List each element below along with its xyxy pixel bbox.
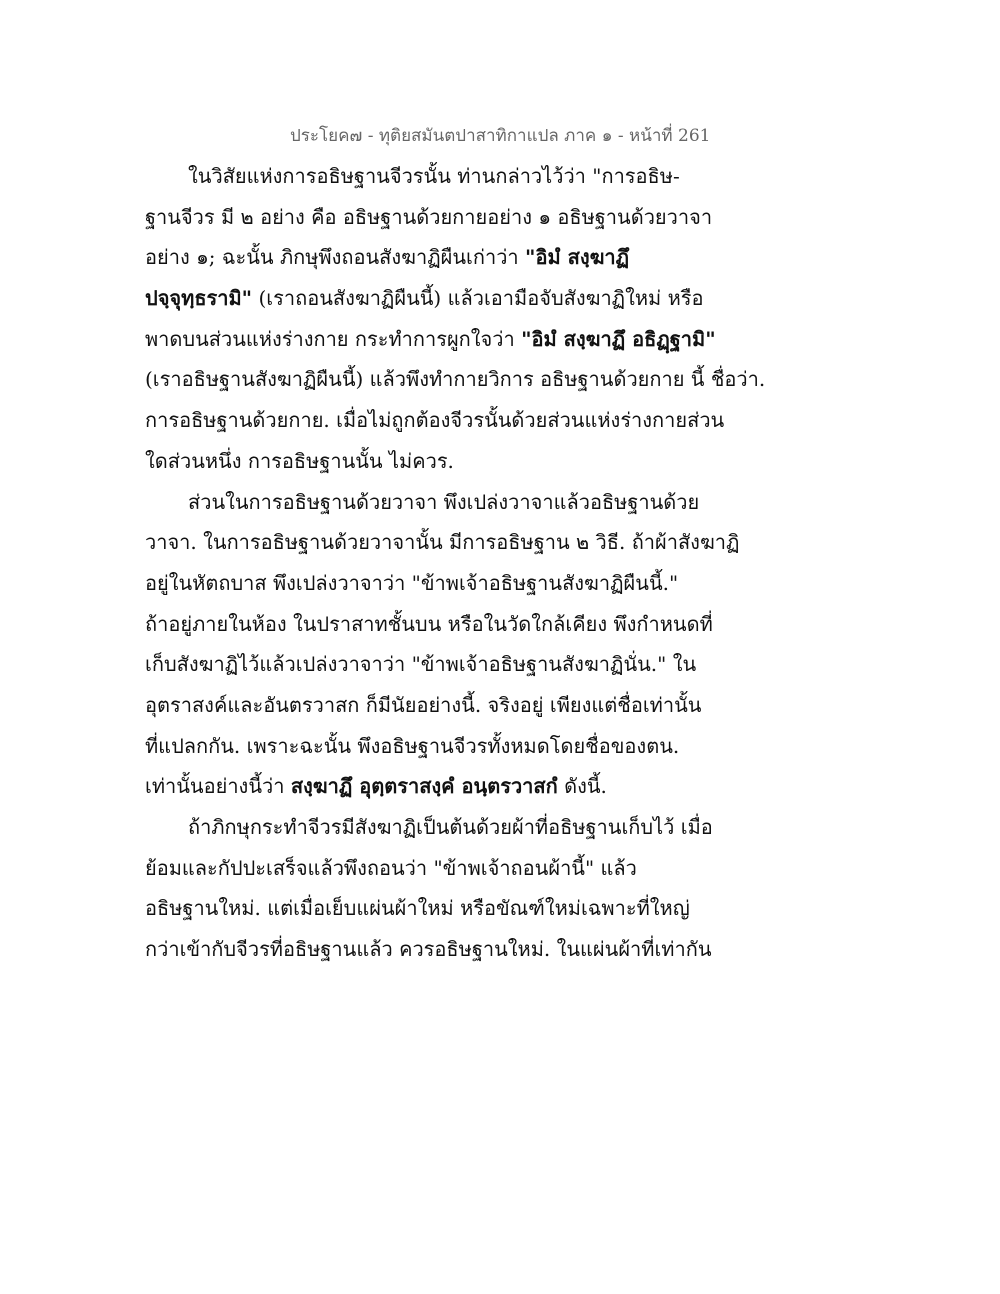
pali-term: "อิมํ สงฺฆาฏึ xyxy=(525,245,630,270)
text-line: ฐานจีวร มี ๒ อย่าง คือ อธิษฐานด้วยกายอย่าง ๑ อธิษฐานด้วยวาจา xyxy=(145,204,713,229)
text-line: อย่าง ๑; ฉะนั้น ภิกษุพึงถอนสังฆาฏิผืนเก่าว่า "อิมํ สงฺฆาฏึ xyxy=(145,245,630,270)
text-line: เท่านั้นอย่างนี้ว่า สงฺฆาฏึ อุตฺตราสงฺคํ อนฺตรวาสกํ ดังนี้. xyxy=(145,774,607,799)
pali-term: "อิมํ สงฺฆาฏึ อธิฏฺฐามิ" xyxy=(521,326,716,351)
text-line: ย้อมและกัปปะเสร็จแล้วพึงถอนว่า "ข้าพเจ้าถอนผ้านี้" แล้ว xyxy=(145,855,637,880)
body-text xyxy=(145,156,766,970)
text-line: (เราอธิษฐานสังฆาฏิผืนนี้) แล้วพึงทำกายวิการ อธิษฐานด้วยกาย นี้ ชื่อว่า. xyxy=(145,367,766,392)
text-line: เก็บสังฆาฏิไว้แล้วเปล่งวาจาว่า "ข้าพเจ้าอธิษฐานสังฆาฏินั่น." ใน xyxy=(145,652,697,677)
text-line: การอธิษฐานด้วยกาย. เมื่อไม่ถูกต้องจีวรนั้นด้วยส่วนแห่งร่างกายส่วน xyxy=(145,408,725,433)
page-header: ประโยค๗ - ทุติยสมันตปาสาทิกาแปล ภาค ๑ - หน้าที่ 261 xyxy=(290,126,711,146)
text-line: พาดบนส่วนแห่งร่างกาย กระทำการผูกใจว่า "อิมํ สงฺฆาฏึ อธิฏฺฐามิ" xyxy=(145,326,716,351)
text-line: กว่าเข้ากับจีวรที่อธิษฐานแล้ว ควรอธิษฐานใหม่. ในแผ่นผ้าที่เท่ากัน xyxy=(145,937,712,962)
text-line: ถ้าอยู่ภายในห้อง ในปราสาทชั้นบน หรือในวัดใกล้เคียง พึงกำหนดที่ xyxy=(145,611,713,636)
text-line: ที่แปลกกัน. เพราะฉะนั้น พึงอธิษฐานจีวรทั้งหมดโดยชื่อของตน. xyxy=(145,733,680,758)
text-line: ส่วนในการอธิษฐานด้วยวาจา พึงเปล่งวาจาแล้วอธิษฐานด้วย xyxy=(188,489,700,514)
text-line: ปจฺจุทฺธรามิ" (เราถอนสังฆาฏิผืนนี้) แล้วเอามือจับสังฆาฏิใหม่ หรือ xyxy=(145,286,704,311)
text-line: ในวิสัยแห่งการอธิษฐานจีวรนั้น ท่านกล่าวไว้ว่า "การอธิษ- xyxy=(188,164,680,188)
text-line: อธิษฐานใหม่. แต่เมื่อเย็บแผ่นผ้าใหม่ หรือขัณฑ์ใหม่เฉพาะที่ใหญ่ xyxy=(145,896,690,921)
text-line: อยู่ในหัตถบาส พึงเปล่งวาจาว่า "ข้าพเจ้าอธิษฐานสังฆาฏิผืนนี้." xyxy=(145,570,679,595)
text-line: วาจา. ในการอธิษฐานด้วยวาจานั้น มีการอธิษฐาน ๒ วิธี. ถ้าผ้าสังฆาฏิ xyxy=(145,530,740,555)
pali-term: สงฺฆาฏึ อุตฺตราสงฺคํ อนฺตรวาสกํ xyxy=(290,774,558,799)
text-line: ใดส่วนหนึ่ง การอธิษฐานนั้น ไม่ควร. xyxy=(145,448,454,473)
text-line: อุตราสงค์และอันตรวาสก ก็มีนัยอย่างนี้. จริงอยู่ เพียงแต่ชื่อเท่านั้น xyxy=(145,692,702,717)
pali-term: ปจฺจุทฺธรามิ" xyxy=(145,286,253,311)
text-line: ถ้าภิกษุกระทำจีวรมีสังฆาฏิเป็นต้นด้วยผ้าที่อธิษฐานเก็บไว้ เมื่อ xyxy=(188,815,713,839)
